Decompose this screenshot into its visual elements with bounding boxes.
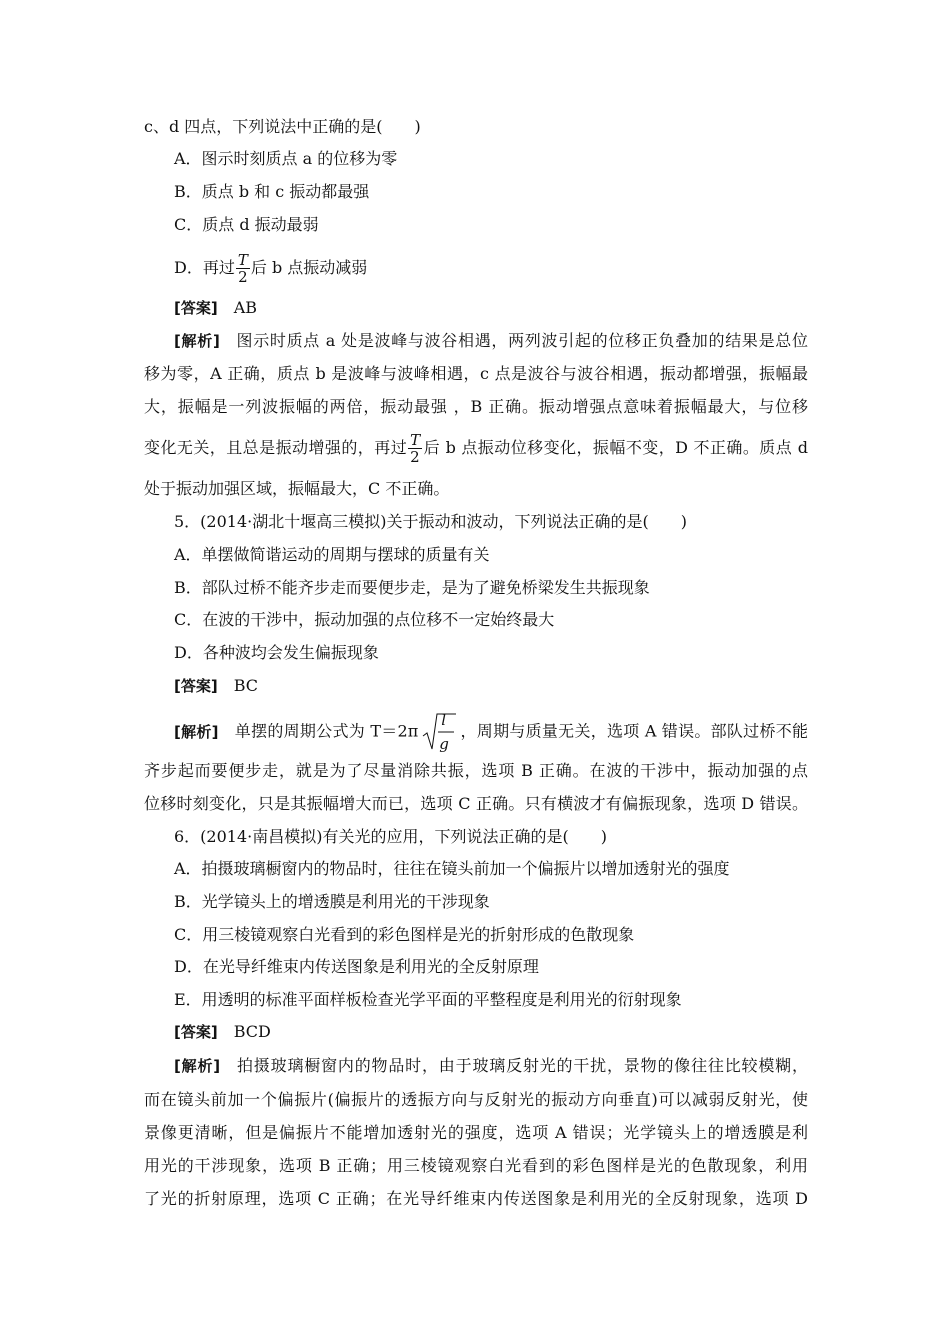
q6-analysis-line-4: 用光的干涉现象，选项 B 正确；用三棱镜观察白光看到的彩色图样是光的色散现象，利用: [144, 1156, 808, 1175]
q4-analysis-line-3: 大，振幅是一列波振幅的两倍，振动最强 ，B 正确。振动增强点意味着振幅最大，与位移: [144, 397, 808, 416]
fraction-denominator: 2: [238, 268, 248, 286]
answer-value: BCD: [233, 1022, 271, 1041]
q4-option-b: B．质点 b 和 c 振动都最强: [174, 182, 370, 201]
q4-option-d-prefix: D．再过: [174, 258, 235, 277]
q6-stem: 6．(2014·南昌模拟)有关光的应用，下列说法正确的是( ): [174, 827, 607, 846]
analysis-text: 单摆的周期公式为 T＝2π: [234, 721, 419, 741]
half-period-fraction: [408, 432, 422, 465]
q4-analysis-line-2: 移为零，A 正确，质点 b 是波峰与波峰相遇，c 点是波谷与波谷相遇，振动都增强，振幅最: [144, 364, 808, 383]
answer-value: BC: [233, 676, 259, 695]
analysis-text: 变化无关，且总是振动增强的，再过: [144, 438, 408, 457]
q6-option-a: A．拍摄玻璃橱窗内的物品时，往往在镜头前加一个偏振片以增加透射光的强度: [174, 859, 730, 878]
q6-answer: [174, 1021, 271, 1043]
q5-option-d: D．各种波均会发生偏振现象: [174, 643, 379, 662]
q6-analysis-line-1: [174, 1055, 808, 1077]
q4-stem-tail: c、d 四点，下列说法中正确的是( ): [144, 117, 421, 136]
q6-analysis-line-5: 了光的折射原理，选项 C 正确；在光导纤维束内传送图象是利用光的全反射现象，选项 D: [144, 1189, 808, 1208]
q4-option-a: A．图示时刻质点 a 的位移为零: [174, 149, 398, 168]
q4-analysis-line-5: 处于振动加强区域，振幅最大，C 不正确。: [144, 479, 450, 498]
analysis-text: 拍摄玻璃橱窗内的物品时，由于玻璃反射光的干扰，景物的像往往比较模糊，: [236, 1056, 808, 1075]
fraction-denominator: 2: [410, 448, 420, 466]
q6-option-b: B．光学镜头上的增透膜是利用光的干涉现象: [174, 892, 490, 911]
answer-label: [答案]: [174, 299, 218, 317]
analysis-label: [解析]: [174, 332, 220, 350]
q5-answer: [174, 675, 258, 697]
q6-option-c: C．用三棱镜观察白光看到的彩色图样是光的折射形成的色散现象: [174, 925, 635, 944]
answer-label: [答案]: [174, 1023, 218, 1041]
q5-analysis-line-1: [174, 712, 808, 752]
q5-option-c: C．在波的干涉中，振动加强的点位移不一定始终最大: [174, 610, 555, 629]
q6-option-d: D．在光导纤维束内传送图象是利用光的全反射原理: [174, 957, 539, 976]
sqrt-denominator: g: [439, 735, 449, 753]
analysis-text: ，周期与质量无关，选项 A 错误。部队过桥不能: [460, 721, 808, 741]
q4-option-d: [174, 252, 367, 285]
fraction-numerator: T: [410, 431, 421, 449]
q5-analysis-line-2: 齐步起而要便步走，就是为了尽量消除共振，选项 B 正确。在波的干涉中，振动加强的点: [144, 761, 808, 780]
analysis-label: [解析]: [174, 1057, 221, 1075]
q6-option-e: E．用透明的标准平面样板检查光学平面的平整程度是利用光的衍射现象: [174, 990, 682, 1009]
sqrt-numerator: l: [441, 711, 447, 729]
analysis-text: 后 b 点振动位移变化，振幅不变，D 不正确。质点 d: [423, 438, 808, 457]
q6-analysis-line-2: 而在镜头前加一个偏振片(偏振片的透振方向与反射光的振动方向垂直)可以减弱反射光，使: [144, 1090, 808, 1109]
half-period-fraction: [236, 252, 250, 285]
answer-value: AB: [233, 298, 258, 317]
q5-option-a: A．单摆做简谐运动的周期与摆球的质量有关: [174, 545, 490, 564]
analysis-text: 图示时质点 a 处是波峰与波谷相遇，两列波引起的位移正负叠加的结果是总位: [235, 331, 808, 350]
q5-option-b: B．部队过桥不能齐步走而要便步走，是为了避免桥梁发生共振现象: [174, 578, 650, 597]
q4-analysis-line-1: [174, 330, 808, 352]
q5-stem: 5．(2014·湖北十堰高三模拟)关于振动和波动，下列说法正确的是( ): [174, 512, 687, 531]
q5-analysis-line-3: 位移时刻变化，只是其振幅增大而已，选项 C 正确。只有横波才有偏振现象，选项 D 错误。: [144, 794, 808, 813]
q4-option-c: C．质点 d 振动最弱: [174, 215, 319, 234]
fraction-numerator: T: [237, 251, 248, 269]
answer-label: [答案]: [174, 677, 218, 695]
q4-option-d-suffix: 后 b 点振动减弱: [250, 258, 368, 277]
analysis-label: [解析]: [174, 722, 219, 741]
pendulum-sqrt-formula: [422, 712, 456, 752]
q4-analysis-line-4: [144, 432, 808, 465]
q4-answer: [174, 297, 257, 319]
q6-analysis-line-3: 景像更清晰，但是偏振片不能增加透射光的强度，选项 A 错误；光学镜头上的增透膜是利: [144, 1123, 808, 1142]
